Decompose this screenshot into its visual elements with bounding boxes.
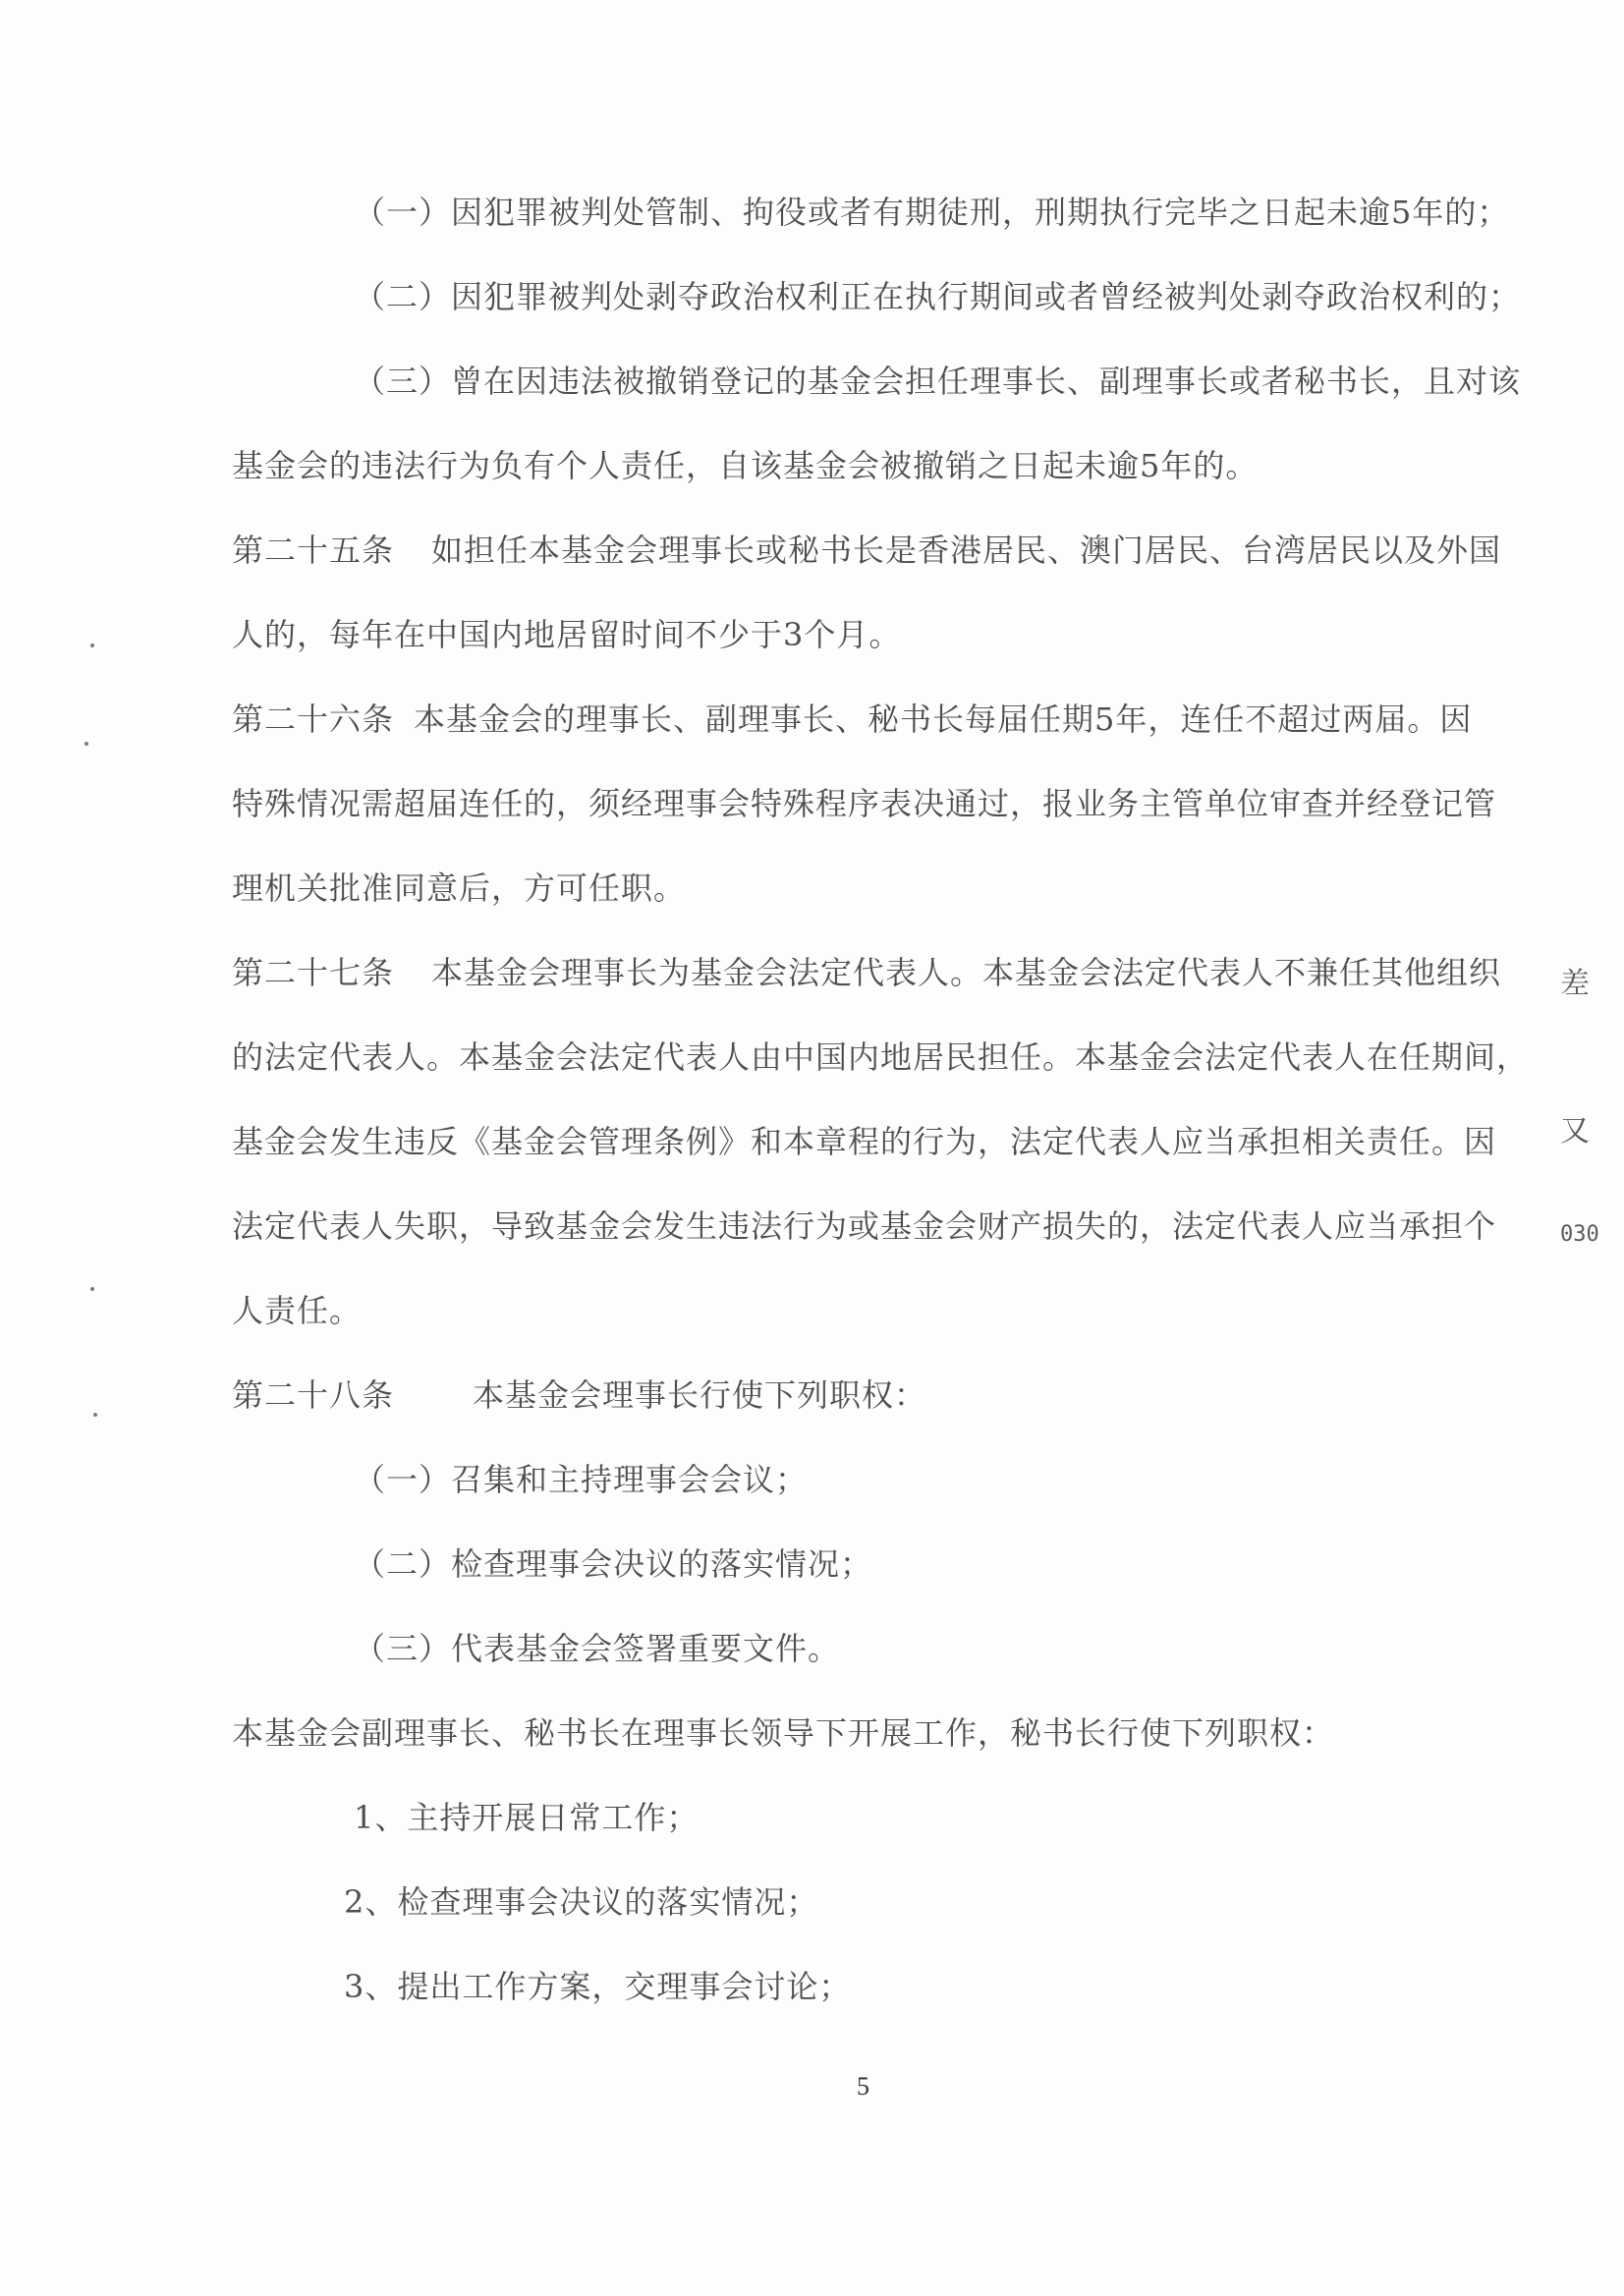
article-26-heading: 第二十六条 bbox=[232, 700, 395, 738]
page-number: 5 bbox=[857, 2072, 869, 2100]
article-25-heading: 第二十五条 bbox=[232, 532, 395, 569]
scan-speck bbox=[90, 644, 94, 647]
stamp-char-2: 又 bbox=[1560, 1114, 1590, 1148]
article-26-line-2: 特殊情况需超届连任的，须经理事会特殊程序表决通过，报业务主管单位审查并经登记管 bbox=[232, 785, 1497, 822]
article-27-line-3: 基金会发生违反《基金会管理条例》和本章程的行为，法定代表人应当承担相关责任。因 bbox=[232, 1123, 1497, 1160]
secretary-duty-2: 2、检查理事会决议的落实情况； bbox=[344, 1883, 819, 1921]
item-line-3: （三）曾在因违法被撤销登记的基金会担任理事长、副理事长或者秘书长，且对该 bbox=[354, 363, 1522, 400]
scan-speck bbox=[84, 742, 88, 746]
article-28-text-1: 本基金会理事长行使下列职权： bbox=[473, 1376, 927, 1414]
article-25-line-2: 人的，每年在中国内地居留时间不少于3个月。 bbox=[232, 616, 902, 653]
article-27-line-5: 人责任。 bbox=[232, 1292, 363, 1329]
scan-speck bbox=[90, 1287, 94, 1291]
scan-speck bbox=[93, 1413, 97, 1417]
article-27-line-1 bbox=[232, 953, 1501, 992]
article-27-line-4: 法定代表人失职，导致基金会发生违法行为或基金会财产损失的，法定代表人应当承担个 bbox=[232, 1207, 1497, 1245]
article-25-text-1: 如担任本基金会理事长或秘书长是香港居民、澳门居民、台湾居民以及外国 bbox=[431, 532, 1502, 569]
article-27-text-1: 本基金会理事长为基金会法定代表人。本基金会法定代表人不兼任其他组织 bbox=[431, 954, 1502, 991]
margin-seal-stamp bbox=[1560, 968, 1619, 1253]
article-28-item-1: （一）召集和主持理事会会议； bbox=[354, 1461, 809, 1498]
item-line-1: （一）因犯罪被判处管制、拘役或者有期徒刑，刑期执行完毕之日起未逾5年的； bbox=[354, 194, 1510, 231]
secretary-duty-3: 3、提出工作方案，交理事会讨论； bbox=[344, 1968, 852, 2005]
article-27-line-2: 的法定代表人。本基金会法定代表人由中国内地居民担任。本基金会法定代表人在任期间， bbox=[232, 1038, 1530, 1076]
article-28-heading: 第二十八条 bbox=[232, 1376, 395, 1414]
article-26-line-1 bbox=[232, 700, 1472, 739]
stamp-char-3: 030 bbox=[1560, 1222, 1599, 1247]
article-26-text-1: 本基金会的理事长、副理事长、秘书长每届任期5年，连任不超过两届。因 bbox=[414, 700, 1473, 738]
article-28-item-3: （三）代表基金会签署重要文件。 bbox=[354, 1630, 841, 1667]
item-line-2: （二）因犯罪被判处剥夺政治权利正在执行期间或者曾经被判处剥夺政治权利的； bbox=[354, 278, 1522, 315]
article-26-line-3: 理机关批准同意后，方可任职。 bbox=[232, 869, 687, 907]
article-28-line-1 bbox=[232, 1375, 926, 1415]
article-28-item-2: （二）检查理事会决议的落实情况； bbox=[354, 1545, 873, 1583]
article-25-line-1 bbox=[232, 531, 1501, 570]
article-27-heading: 第二十七条 bbox=[232, 954, 395, 991]
item-line-3-cont: 基金会的违法行为负有个人责任，自该基金会被撤销之日起未逾5年的。 bbox=[232, 447, 1259, 484]
secretary-duty-1: 1、主持开展日常工作； bbox=[354, 1799, 700, 1836]
stamp-char-1: 差 bbox=[1560, 967, 1590, 1001]
secretary-duties-intro: 本基金会副理事长、秘书长在理事长领导下开展工作，秘书长行使下列职权： bbox=[232, 1714, 1335, 1752]
